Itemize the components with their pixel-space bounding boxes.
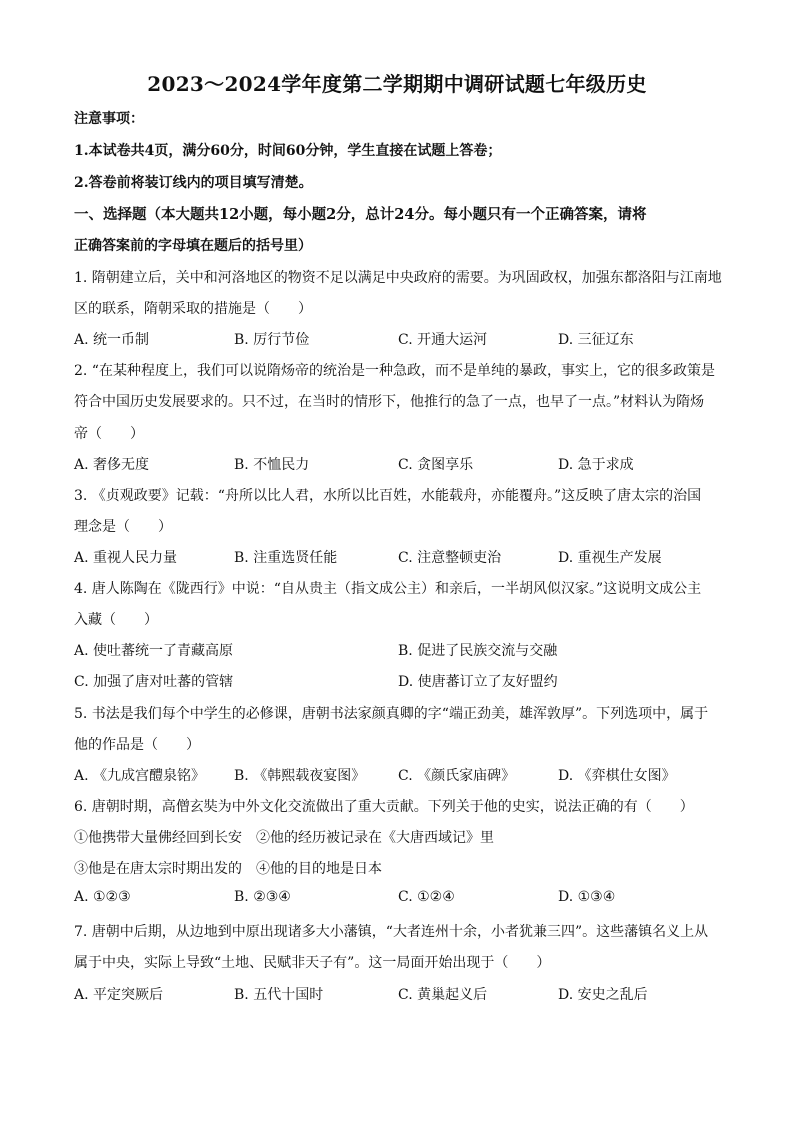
question-6-statements-2: ③他是在唐太宗时期出发的 ④他的目的地是日本 [74, 861, 382, 877]
question-3-option-d: D. 重视生产发展 [558, 550, 662, 566]
question-2-option-c: C. 贪图享乐 [398, 457, 474, 473]
question-5-option-a: A. 《九成宫醴泉铭》 [74, 768, 206, 784]
question-6-option-b: B. ②③④ [234, 889, 291, 905]
question-7-text: 7. 唐朝中后期，从边地到中原出现诸多大小藩镇，“大者连州十余，小者犹兼三四”。这些藩镇名义上从 [74, 924, 709, 940]
question-1-option-d: D. 三征辽东 [558, 332, 634, 348]
question-2-option-b: B. 不恤民力 [234, 457, 310, 473]
question-6-option-d: D. ①③④ [558, 889, 616, 905]
question-2-option-a: A. 奢侈无度 [74, 457, 150, 473]
question-4-text: 4. 唐人陈陶在《陇西行》中说：“自从贵主（指文成公主）和亲后，一半胡风似汉家。”这说明文成公主 [74, 581, 702, 597]
question-2-options [74, 454, 734, 474]
section-1-heading-cont: 正确答案前的字母填在题后的括号里） [74, 238, 312, 254]
question-6-text: 6. 唐朝时期，高僧玄奘为中外文化交流做出了重大贡献。下列关于他的史实，说法正确的有（ ） [74, 799, 694, 815]
question-2-text-cont: 帝（ ） [74, 426, 144, 442]
question-7-option-d: D. 安史之乱后 [558, 987, 648, 1003]
question-4-options-row-1 [74, 640, 734, 660]
question-6-statements-1: ①他携带大量佛经回到长安 ②他的经历被记录在《大唐西域记》里 [74, 830, 494, 846]
question-4-option-b: B. 促进了民族交流与交融 [398, 643, 558, 659]
question-6-option-a: A. ①②③ [74, 889, 131, 905]
question-4-text-cont: 入藏（ ） [74, 612, 158, 628]
question-4-option-a: A. 使吐蕃统一了青藏高原 [74, 643, 234, 659]
question-1-option-a: A. 统一币制 [74, 332, 150, 348]
question-7-option-a: A. 平定突厥后 [74, 987, 164, 1003]
question-1-options [74, 329, 734, 349]
question-1-option-c: C. 开通大运河 [398, 332, 488, 348]
question-6-options [74, 889, 734, 909]
question-3-options [74, 547, 734, 567]
question-7-text-cont: 属于中央，实际上导致“土地、民赋非天子有”。这一局面开始出现于（ ） [74, 955, 551, 971]
question-3-text: 3. 《贞观政要》记载：“舟所以比人君，水所以比百姓，水能载舟，亦能覆舟。”这反映了唐太宗的治国 [74, 488, 702, 504]
notes-heading: 注意事项： [74, 111, 144, 127]
page-title: 2023～2024学年度第二学期期中调研试题七年级历史 [147, 72, 647, 96]
question-5-options [74, 765, 734, 785]
question-2-option-d: D. 急于求成 [558, 457, 634, 473]
question-7-option-c: C. 黄巢起义后 [398, 987, 488, 1003]
question-3-option-b: B. 注重选贤任能 [234, 550, 338, 566]
question-7-option-b: B. 五代十国时 [234, 987, 324, 1003]
question-4-option-c: C. 加强了唐对吐蕃的管辖 [74, 674, 234, 690]
notes-item-2: 2.答卷前将装订线内的项目填写清楚。 [74, 175, 313, 191]
question-3-option-c: C. 注意整顿吏治 [398, 550, 502, 566]
question-1-option-b: B. 厉行节俭 [234, 332, 310, 348]
notes-item-1: 1.本试卷共4页，满分60分，时间60分钟，学生直接在试题上答卷； [74, 143, 502, 159]
question-4-options-row-2 [74, 671, 734, 691]
question-3-text-cont: 理念是（ ） [74, 519, 172, 535]
question-2-text: 2. “在某种程度上，我们可以说隋炀帝的统治是一种急政，而不是单纯的暴政，事实上，它的很多政策是 [74, 363, 715, 379]
question-5-text-cont: 他的作品是（ ） [74, 737, 200, 753]
section-1-heading: 一、选择题（本大题共12小题，每小题2分，总计24分。每小题只有一个正确答案，请将 [74, 206, 647, 223]
question-5-option-d: D. 《弈棋仕女图》 [558, 768, 676, 784]
question-5-option-c: C. 《颜氏家庙碑》 [398, 768, 516, 784]
question-1-text: 1. 隋朝建立后，关中和河洛地区的物资不足以满足中央政府的需要。为巩固政权，加强东都洛阳与江南地 [74, 270, 722, 286]
question-1-text-cont: 区的联系，隋朝采取的措施是（ ） [74, 301, 312, 317]
question-5-option-b: B. 《韩熙载夜宴图》 [234, 768, 366, 784]
question-6-option-c: C. ①②④ [398, 889, 455, 905]
question-2-text-cont: 符合中国历史发展要求的。只不过，在当时的情形下，他推行的急了一点，也早了一点。”材料认为隋炀 [74, 394, 705, 410]
question-7-options [74, 984, 734, 1004]
question-5-text: 5. 书法是我们每个中学生的必修课，唐朝书法家颜真卿的字“端正劲美，雄浑敦厚”。下列选项中，属于 [74, 706, 709, 722]
question-4-option-d: D. 使唐蕃订立了友好盟约 [398, 674, 558, 690]
question-3-option-a: A. 重视人民力量 [74, 550, 178, 566]
